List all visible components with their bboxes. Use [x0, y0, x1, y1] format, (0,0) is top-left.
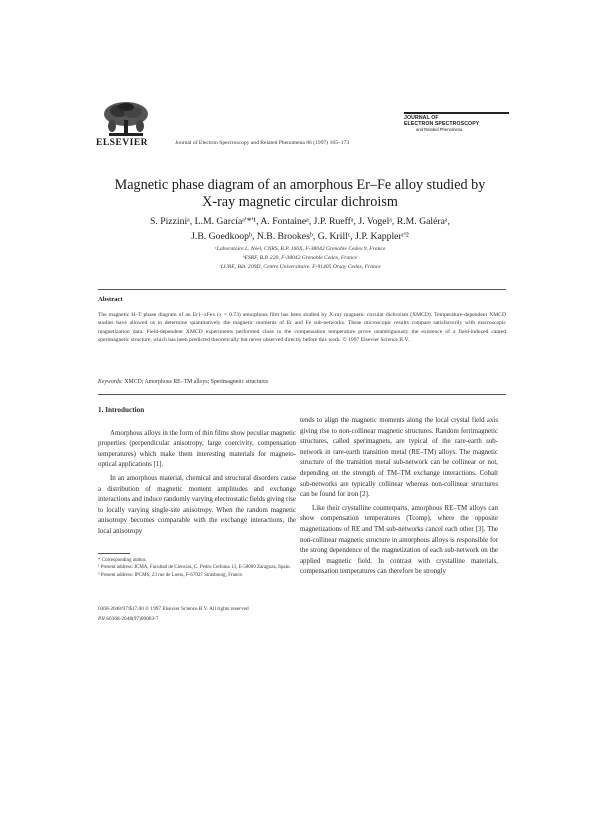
pii-value: S0368-2048(97)00063-7 [106, 615, 159, 622]
elsevier-tree-icon [95, 100, 157, 138]
title-line: Magnetic phase diagram of an amorphous Er–Fe alloy studied by [114, 177, 486, 193]
keywords-label: Keywords: [98, 379, 123, 385]
body-column-left [98, 405, 296, 538]
publisher-name: ELSEVIER [96, 138, 149, 148]
footnote-divider [98, 553, 130, 554]
journal-logo [404, 112, 514, 133]
body-paragraph: Like their crystalline counterparts, amorphous RE–TM alloys can show compensation temperatures (Tcomp), where the opposite magnetizations of RE and TM sub-networks cancel each other [3]. The non-collinear magnetic structure in amorphous alloys is responsible for the strong dependence of the magnetization of each sub-network on the applied magnetic field. In contrast with crystalline materials, compensation temperatures can therefore be strongly [300, 504, 498, 576]
body-paragraph: In an amorphous material, chemical and structural disorders cause a distribution of magnetic moment amplitudes and exchange interactions and induce randomly varying electrostatic fields giving rise to locally varying single-site anisotropy. When the random magnetic anisotropy becomes comparable with the exchange interactions, the local anisotropy [98, 474, 296, 535]
journal-logo-sub: and Related Phenomena [416, 127, 463, 133]
author-line: S. Pizziniᵃ, L.M. Garcíaᵃ'*'¹, A. Fontaineᵃ, J.P. Rueffᵃ, J. Vogelᵃ, R.M. Galéraᵃ, [150, 216, 450, 227]
author-line: J.B. Goedkoopᵇ, N.B. Brookesᵇ, G. Krillᶜ, J.P. Kapplerᶜ'² [191, 230, 409, 242]
abstract-text: The magnetic H–T phase diagram of an Er1−xFex (x = 0.73) amorphous film has been studied by X-ray magnetic circular dichroism (XMCD). Temperature-dependent XMCD studies have allowed us to determine quantitatively the magnetic moments of Er and Fe sub-networks. These microscopic results compare satisfactorily with macroscopic magnetization data. Field-dependent XMCD experiments performed close to the compensation temperature prove unambiguously the existence of a field-induced canted sperimagnetic structure, which has been predicted theoretically but never observed directly before this work. © 1997 Elsevier Science B.V. [98, 312, 506, 344]
affiliation: ᵃLaboratoire L. Néel, CNRS, B.P. 166X, F-38042 Grenoble Cedex 9, France [214, 246, 386, 252]
footnote: ¹ Present address: ICMA, Facultad de Ciencias, C. Pedro Cerbuna 13, E-50009 Zaragoza, Spain. [98, 565, 291, 571]
keywords [98, 379, 506, 385]
divider [98, 289, 506, 290]
copyright-block [98, 605, 398, 624]
body-paragraph: tends to align the magnetic moments along the local crystal field axis giving rise to non-collinear magnetic structures. Random ferrimagnetic structures, called sperimagnets, are typical of the rare-earth sub-network in rare-earth transition metal (RE–TM) alloys. The magnetic structure of the transition metal sub-network can be collinear or not, depending on the strength of TM–TM exchange interactions. Cobalt sub-networks are typically collinear whereas non-collinear structures can be found for iron [2]. [300, 417, 498, 499]
journal-logo-line: JOURNAL OF [404, 115, 439, 121]
affiliations [60, 245, 540, 271]
keywords-text: XMCD; Amorphous RE–TM alloys; Sperimagnetic structures [124, 379, 269, 385]
affiliation: ᵇESRF, B.P. 220, F-38042 Grenoble Cedex, France [242, 254, 358, 261]
paper-title [60, 177, 540, 210]
footnote: ² Present address: IPCMS, 23 rue de Loess, F-67027 Strasbourg, France. [98, 572, 244, 578]
footnotes [98, 557, 296, 579]
copyright-line: 0368-2048/97/$17.00 © 1997 Elsevier Science B.V. All rights reserved [98, 606, 249, 612]
journal-logo-bar [404, 112, 509, 114]
pii-label: PII [98, 615, 105, 622]
author-list [60, 215, 540, 244]
footnote: * Corresponding author. [98, 558, 147, 563]
journal-citation: Journal of Electron Spectroscopy and Related Phenomena 86 (1997) 165–173 [175, 140, 350, 146]
affiliation: ᶜLURE, Bât. 209D, Centre Universitaire, F-91405 Orsay Cedex, France [219, 263, 381, 270]
abstract-heading: Abstract [98, 296, 123, 303]
body-paragraph: Amorphous alloys in the form of thin films show peculiar magnetic properties (perpendicular anisotropy, large coercivity, compensation temperatures) which make them interesting materials for magneto-optical applications [1]. [98, 429, 297, 469]
pii-line [98, 615, 398, 625]
journal-logo-line: ELECTRON SPECTROSCOPY [404, 121, 480, 128]
section-heading: 1. Introduction [98, 406, 145, 414]
divider [98, 394, 506, 395]
title-line: X-ray magnetic circular dichroism [202, 193, 398, 210]
body-column-right [300, 416, 498, 578]
